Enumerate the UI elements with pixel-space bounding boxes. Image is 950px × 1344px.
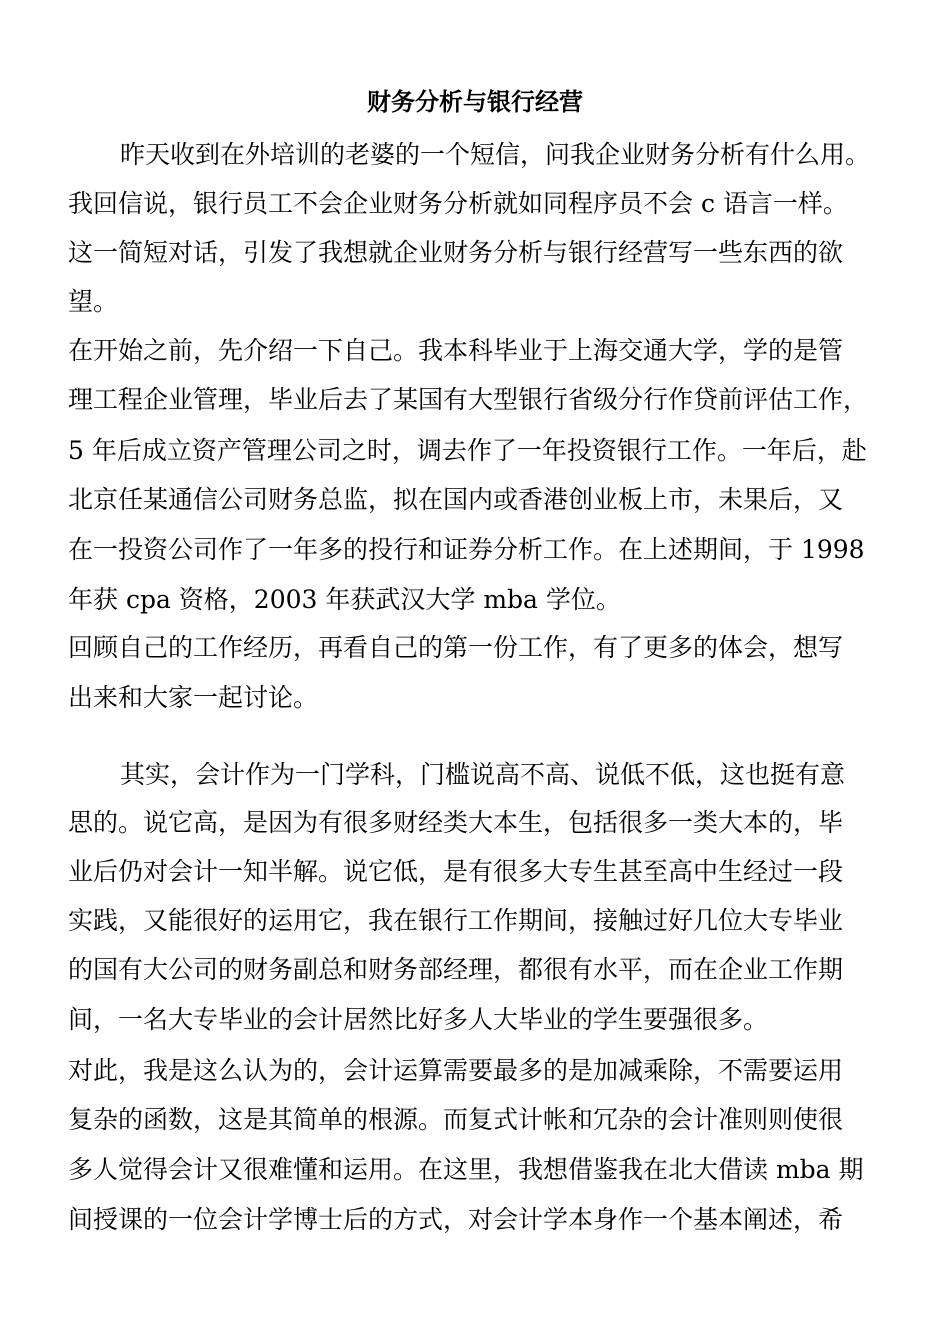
text-line: 望。 [68,287,119,316]
text-line: 实践，又能很好的运用它，我在银行工作期间，接触过好几位大专毕业 [68,906,844,935]
text-line: 出来和大家一起讨论。 [68,683,319,712]
text-line: 年获 cpa 资格，2003 年获武汉大学 mba 学位。 [68,585,621,614]
text-line: 的国有大公司的财务副总和财务部经理，都很有水平，而在企业工作期 [68,955,844,984]
text-line: 多人觉得会计又很难懂和运用。在这里，我想借鉴我在北大借读 mba 期 [68,1155,864,1184]
text-line: 复杂的函数，这是其简单的根源。而复式计帐和冗杂的会计准则则使很 [68,1105,844,1134]
text-line: 在一投资公司作了一年多的投行和证券分析工作。在上述期间，于 1998 [68,535,865,564]
text-line: 昨天收到在外培训的老婆的一个短信，问我企业财务分析有什么用。 [120,140,871,169]
text-line: 思的。说它高，是因为有很多财经类大本生，包括很多一类大本的，毕 [68,808,844,837]
text-line: 这一简短对话，引发了我想就企业财务分析与银行经营写一些东西的欲 [68,238,844,267]
text-line: 对此，我是这么认为的，会计运算需要最多的是加减乘除，不需要运用 [68,1056,844,1085]
text-line: 我回信说，银行员工不会企业财务分析就如同程序员不会 c 语言一样。 [68,189,848,218]
document-title: 财务分析与银行经营 [367,87,583,116]
text-line: 间，一名大专毕业的会计居然比好多人大毕业的学生要强很多。 [68,1005,769,1034]
text-line: 其实，会计作为一门学科，门槛说高不高、说低不低，这也挺有意 [120,760,846,789]
text-line: 在开始之前，先介绍一下自己。我本科毕业于上海交通大学，学的是管 [68,336,844,365]
text-line: 业后仍对会计一知半解。说它低，是有很多大专生甚至高中生经过一段 [68,857,844,886]
text-line: 5 年后成立资产管理公司之时，调去作了一年投资银行工作。一年后，赴 [68,436,867,465]
text-line: 理工程企业管理，毕业后去了某国有大型银行省级分行作贷前评估工作， [68,385,869,414]
text-line: 间授课的一位会计学博士后的方式，对会计学本身作一个基本阐述，希 [68,1205,844,1234]
text-line: 回顾自己的工作经历，再看自己的第一份工作，有了更多的体会，想写 [68,633,844,662]
text-line: 北京任某通信公司财务总监，拟在国内或香港创业板上市，未果后，又 [68,485,844,514]
